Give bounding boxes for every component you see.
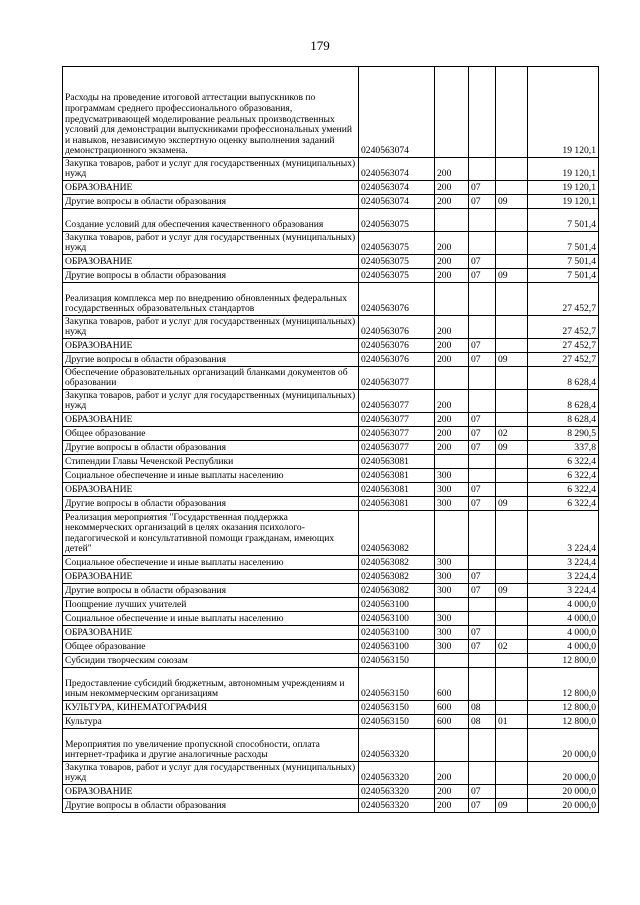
row-code: 0240563082 <box>359 570 435 584</box>
row-name: ОБРАЗОВАНИЕ <box>63 181 359 195</box>
row-expense-type: 300 <box>435 556 469 570</box>
row-code: 0240563074 <box>359 181 435 195</box>
row-amount: 4 000,0 <box>528 626 599 640</box>
row-section <box>469 612 496 626</box>
table-row <box>63 626 599 640</box>
row-code: 0240563081 <box>359 455 435 469</box>
row-amount: 6 322,4 <box>528 483 599 497</box>
table-row <box>63 232 599 255</box>
row-expense-type <box>435 367 469 390</box>
table-row <box>63 209 599 232</box>
row-section <box>469 511 496 556</box>
row-name: Закупка товаров, работ и услуг для государственных (муниципальных) нужд <box>63 232 359 255</box>
row-amount: 19 120,1 <box>528 181 599 195</box>
row-subsection <box>496 67 528 158</box>
row-name: ОБРАЗОВАНИЕ <box>63 570 359 584</box>
row-expense-type: 200 <box>435 316 469 339</box>
row-code: 0240563074 <box>359 158 435 181</box>
table-row <box>63 701 599 715</box>
row-expense-type: 300 <box>435 497 469 511</box>
row-name: ОБРАЗОВАНИЕ <box>63 626 359 640</box>
row-subsection <box>496 483 528 497</box>
row-code: 0240563100 <box>359 626 435 640</box>
row-amount: 337,8 <box>528 441 599 455</box>
row-code: 0240563075 <box>359 255 435 269</box>
row-section <box>469 556 496 570</box>
row-amount: 6 322,4 <box>528 497 599 511</box>
row-name: Закупка товаров, работ и услуг для государственных (муниципальных) нужд <box>63 158 359 181</box>
row-expense-type: 200 <box>435 158 469 181</box>
row-amount: 19 120,1 <box>528 195 599 209</box>
row-expense-type: 200 <box>435 181 469 195</box>
row-code: 0240563077 <box>359 413 435 427</box>
row-subsection <box>496 511 528 556</box>
row-name: Другие вопросы в области образования <box>63 195 359 209</box>
row-amount: 4 000,0 <box>528 612 599 626</box>
row-code: 0240563150 <box>359 715 435 729</box>
row-expense-type: 200 <box>435 269 469 283</box>
row-name: Социальное обеспечение и иные выплаты населению <box>63 469 359 483</box>
row-amount: 27 452,7 <box>528 283 599 316</box>
row-expense-type: 600 <box>435 701 469 715</box>
row-section: 07 <box>469 441 496 455</box>
row-subsection: 09 <box>496 799 528 813</box>
row-subsection <box>496 158 528 181</box>
row-code: 0240563100 <box>359 640 435 654</box>
row-code: 0240563320 <box>359 799 435 813</box>
row-name: Другие вопросы в области образования <box>63 497 359 511</box>
table-row <box>63 483 599 497</box>
row-code: 0240563082 <box>359 584 435 598</box>
row-subsection <box>496 612 528 626</box>
row-subsection: 09 <box>496 269 528 283</box>
row-expense-type <box>435 455 469 469</box>
row-subsection <box>496 232 528 255</box>
row-amount: 7 501,4 <box>528 209 599 232</box>
row-code: 0240563077 <box>359 390 435 413</box>
row-expense-type: 600 <box>435 668 469 701</box>
table-row <box>63 469 599 483</box>
row-section: 07 <box>469 195 496 209</box>
row-amount: 12 800,0 <box>528 654 599 668</box>
row-section <box>469 390 496 413</box>
row-code: 0240563081 <box>359 497 435 511</box>
row-subsection <box>496 729 528 762</box>
row-code: 0240563150 <box>359 654 435 668</box>
row-section: 07 <box>469 626 496 640</box>
row-subsection <box>496 668 528 701</box>
table-row <box>63 612 599 626</box>
row-expense-type: 200 <box>435 441 469 455</box>
row-subsection: 01 <box>496 715 528 729</box>
row-code: 0240563074 <box>359 67 435 158</box>
row-name: Поощрение лучших учителей <box>63 598 359 612</box>
row-amount: 6 322,4 <box>528 469 599 483</box>
row-name: ОБРАЗОВАНИЕ <box>63 413 359 427</box>
row-subsection: 02 <box>496 427 528 441</box>
row-subsection: 09 <box>496 497 528 511</box>
row-subsection: 02 <box>496 640 528 654</box>
row-amount: 20 000,0 <box>528 785 599 799</box>
table-row <box>63 413 599 427</box>
row-amount: 3 224,4 <box>528 570 599 584</box>
table-row <box>63 799 599 813</box>
row-code: 0240563100 <box>359 612 435 626</box>
table-row <box>63 556 599 570</box>
row-amount: 3 224,4 <box>528 511 599 556</box>
row-section: 07 <box>469 427 496 441</box>
row-subsection: 09 <box>496 195 528 209</box>
row-expense-type: 300 <box>435 640 469 654</box>
row-section <box>469 598 496 612</box>
row-section: 07 <box>469 785 496 799</box>
table-row <box>63 762 599 785</box>
table-row <box>63 427 599 441</box>
row-section <box>469 668 496 701</box>
row-expense-type: 200 <box>435 762 469 785</box>
row-section <box>469 67 496 158</box>
row-section: 07 <box>469 497 496 511</box>
row-expense-type: 300 <box>435 626 469 640</box>
row-expense-type: 200 <box>435 799 469 813</box>
row-name: ОБРАЗОВАНИЕ <box>63 339 359 353</box>
table-row <box>63 316 599 339</box>
row-subsection <box>496 626 528 640</box>
row-expense-type <box>435 654 469 668</box>
row-section <box>469 232 496 255</box>
table-row <box>63 67 599 158</box>
row-subsection <box>496 762 528 785</box>
row-section: 07 <box>469 640 496 654</box>
row-subsection <box>496 701 528 715</box>
table-row <box>63 598 599 612</box>
row-code: 0240563082 <box>359 511 435 556</box>
row-name: Реализация мероприятия "Государственная поддержка некоммерческих организаций в целях оказания психолого-педагогической и консультативной помощи гражданам, имеющих детей" <box>63 511 359 556</box>
row-amount: 7 501,4 <box>528 255 599 269</box>
row-expense-type <box>435 209 469 232</box>
row-name: Мероприятия по увеличение пропускной способности, оплата интернет-трафика и другие аналогичные расходы <box>63 729 359 762</box>
row-name: ОБРАЗОВАНИЕ <box>63 255 359 269</box>
row-expense-type: 300 <box>435 612 469 626</box>
table-row <box>63 283 599 316</box>
row-code: 0240563075 <box>359 269 435 283</box>
row-expense-type: 200 <box>435 232 469 255</box>
row-code: 0240563081 <box>359 469 435 483</box>
row-name: Культура <box>63 715 359 729</box>
row-code: 0240563076 <box>359 353 435 367</box>
row-name: Закупка товаров, работ и услуг для государственных (муниципальных) нужд <box>63 316 359 339</box>
row-section <box>469 283 496 316</box>
row-name: КУЛЬТУРА, КИНЕМАТОГРАФИЯ <box>63 701 359 715</box>
row-name: Расходы на проведение итоговой аттестации выпускников по программам среднего профессионального образования, предусматривающей моделирование реальных производственных условий для демонстрации выпускниками профессиональных умений и навыков, независимую экспертную оценку выполнения заданий демонстрационного экзамена. <box>63 67 359 158</box>
table-row <box>63 640 599 654</box>
row-subsection <box>496 255 528 269</box>
table-row <box>63 511 599 556</box>
row-section: 07 <box>469 413 496 427</box>
row-expense-type: 200 <box>435 353 469 367</box>
row-code: 0240563077 <box>359 441 435 455</box>
row-name: Другие вопросы в области образования <box>63 799 359 813</box>
row-amount: 7 501,4 <box>528 269 599 283</box>
table-row <box>63 158 599 181</box>
row-subsection <box>496 469 528 483</box>
row-code: 0240563320 <box>359 762 435 785</box>
table-row <box>63 584 599 598</box>
row-expense-type: 200 <box>435 390 469 413</box>
row-name: Стипендии Главы Чеченской Республики <box>63 455 359 469</box>
row-amount: 20 000,0 <box>528 729 599 762</box>
row-name: Другие вопросы в области образования <box>63 584 359 598</box>
row-code: 0240563074 <box>359 195 435 209</box>
row-subsection <box>496 570 528 584</box>
table-row <box>63 497 599 511</box>
row-subsection <box>496 598 528 612</box>
page-number: 179 <box>310 38 330 53</box>
row-amount: 27 452,7 <box>528 339 599 353</box>
row-section: 07 <box>469 570 496 584</box>
row-amount: 8 290,5 <box>528 427 599 441</box>
table-row <box>63 339 599 353</box>
row-name: Закупка товаров, работ и услуг для государственных (муниципальных) нужд <box>63 390 359 413</box>
row-section <box>469 729 496 762</box>
row-amount: 27 452,7 <box>528 316 599 339</box>
row-name: Закупка товаров, работ и услуг для государственных (муниципальных) нужд <box>63 762 359 785</box>
table-row <box>63 654 599 668</box>
row-name: Обеспечение образовательных организаций бланками документов об образовании <box>63 367 359 390</box>
table-row <box>63 729 599 762</box>
row-code: 0240563320 <box>359 785 435 799</box>
row-amount: 4 000,0 <box>528 598 599 612</box>
row-section <box>469 158 496 181</box>
row-name: Реализация комплекса мер по внедрению обновленных федеральных государственных образовательных стандартов <box>63 283 359 316</box>
row-amount: 8 628,4 <box>528 390 599 413</box>
row-amount: 7 501,4 <box>528 232 599 255</box>
row-name: Социальное обеспечение и иные выплаты населению <box>63 612 359 626</box>
row-amount: 19 120,1 <box>528 158 599 181</box>
row-expense-type: 600 <box>435 715 469 729</box>
row-amount: 8 628,4 <box>528 413 599 427</box>
row-expense-type <box>435 598 469 612</box>
row-code: 0240563076 <box>359 316 435 339</box>
row-subsection <box>496 556 528 570</box>
row-section <box>469 316 496 339</box>
row-subsection <box>496 413 528 427</box>
row-section: 07 <box>469 353 496 367</box>
row-section <box>469 455 496 469</box>
row-name: Предоставление субсидий бюджетным, автономным учреждениям и иным некоммерческим организациям <box>63 668 359 701</box>
row-expense-type: 200 <box>435 413 469 427</box>
row-section: 07 <box>469 483 496 497</box>
row-expense-type: 200 <box>435 255 469 269</box>
row-subsection <box>496 339 528 353</box>
row-code: 0240563150 <box>359 701 435 715</box>
row-section: 08 <box>469 715 496 729</box>
row-code: 0240563150 <box>359 668 435 701</box>
row-amount: 4 000,0 <box>528 640 599 654</box>
row-section <box>469 762 496 785</box>
row-section: 07 <box>469 269 496 283</box>
row-subsection <box>496 654 528 668</box>
row-name: Субсидии творческим союзам <box>63 654 359 668</box>
row-expense-type: 300 <box>435 469 469 483</box>
row-amount: 3 224,4 <box>528 584 599 598</box>
row-name: Социальное обеспечение и иные выплаты населению <box>63 556 359 570</box>
row-name: Общее образование <box>63 640 359 654</box>
row-subsection: 09 <box>496 441 528 455</box>
row-code: 0240563081 <box>359 483 435 497</box>
row-expense-type: 300 <box>435 570 469 584</box>
row-expense-type: 200 <box>435 339 469 353</box>
row-code: 0240563082 <box>359 556 435 570</box>
row-section <box>469 469 496 483</box>
row-section <box>469 654 496 668</box>
table-row <box>63 668 599 701</box>
row-amount: 20 000,0 <box>528 799 599 813</box>
row-section: 07 <box>469 584 496 598</box>
row-subsection <box>496 455 528 469</box>
row-amount: 19 120,1 <box>528 67 599 158</box>
table-row <box>63 455 599 469</box>
row-name: Другие вопросы в области образования <box>63 353 359 367</box>
row-subsection <box>496 209 528 232</box>
table-row <box>63 367 599 390</box>
row-section <box>469 367 496 390</box>
table-row <box>63 181 599 195</box>
row-amount: 12 800,0 <box>528 668 599 701</box>
row-expense-type <box>435 283 469 316</box>
row-code: 0240563077 <box>359 427 435 441</box>
row-section: 07 <box>469 799 496 813</box>
table-row <box>63 195 599 209</box>
table-row <box>63 570 599 584</box>
row-section: 07 <box>469 339 496 353</box>
row-section <box>469 209 496 232</box>
row-amount: 20 000,0 <box>528 762 599 785</box>
row-code: 0240563100 <box>359 598 435 612</box>
row-amount: 6 322,4 <box>528 455 599 469</box>
row-code: 0240563075 <box>359 232 435 255</box>
row-name: ОБРАЗОВАНИЕ <box>63 483 359 497</box>
row-code: 0240563075 <box>359 209 435 232</box>
table-row <box>63 390 599 413</box>
budget-table <box>62 66 599 813</box>
table-row <box>63 715 599 729</box>
row-name: Другие вопросы в области образования <box>63 269 359 283</box>
row-code: 0240563077 <box>359 367 435 390</box>
row-name: ОБРАЗОВАНИЕ <box>63 785 359 799</box>
row-expense-type: 200 <box>435 427 469 441</box>
row-name: Создание условий для обеспечения качественного образования <box>63 209 359 232</box>
row-expense-type <box>435 511 469 556</box>
row-expense-type: 200 <box>435 785 469 799</box>
table-row <box>63 441 599 455</box>
row-subsection <box>496 785 528 799</box>
row-expense-type: 300 <box>435 483 469 497</box>
row-expense-type <box>435 67 469 158</box>
row-amount: 12 800,0 <box>528 701 599 715</box>
row-expense-type: 300 <box>435 584 469 598</box>
row-expense-type: 200 <box>435 195 469 209</box>
row-subsection <box>496 283 528 316</box>
row-name: Другие вопросы в области образования <box>63 441 359 455</box>
table-row <box>63 785 599 799</box>
row-subsection <box>496 367 528 390</box>
row-section: 07 <box>469 181 496 195</box>
row-subsection: 09 <box>496 353 528 367</box>
row-code: 0240563076 <box>359 283 435 316</box>
row-amount: 12 800,0 <box>528 715 599 729</box>
row-subsection <box>496 390 528 413</box>
row-name: Общее образование <box>63 427 359 441</box>
row-code: 0240563320 <box>359 729 435 762</box>
row-section: 08 <box>469 701 496 715</box>
row-amount: 27 452,7 <box>528 353 599 367</box>
row-section: 07 <box>469 255 496 269</box>
row-subsection <box>496 316 528 339</box>
table-row <box>63 269 599 283</box>
row-expense-type <box>435 729 469 762</box>
row-subsection: 09 <box>496 584 528 598</box>
row-code: 0240563076 <box>359 339 435 353</box>
row-subsection <box>496 181 528 195</box>
row-amount: 8 628,4 <box>528 367 599 390</box>
table-row <box>63 353 599 367</box>
row-amount: 3 224,4 <box>528 556 599 570</box>
table-row <box>63 255 599 269</box>
